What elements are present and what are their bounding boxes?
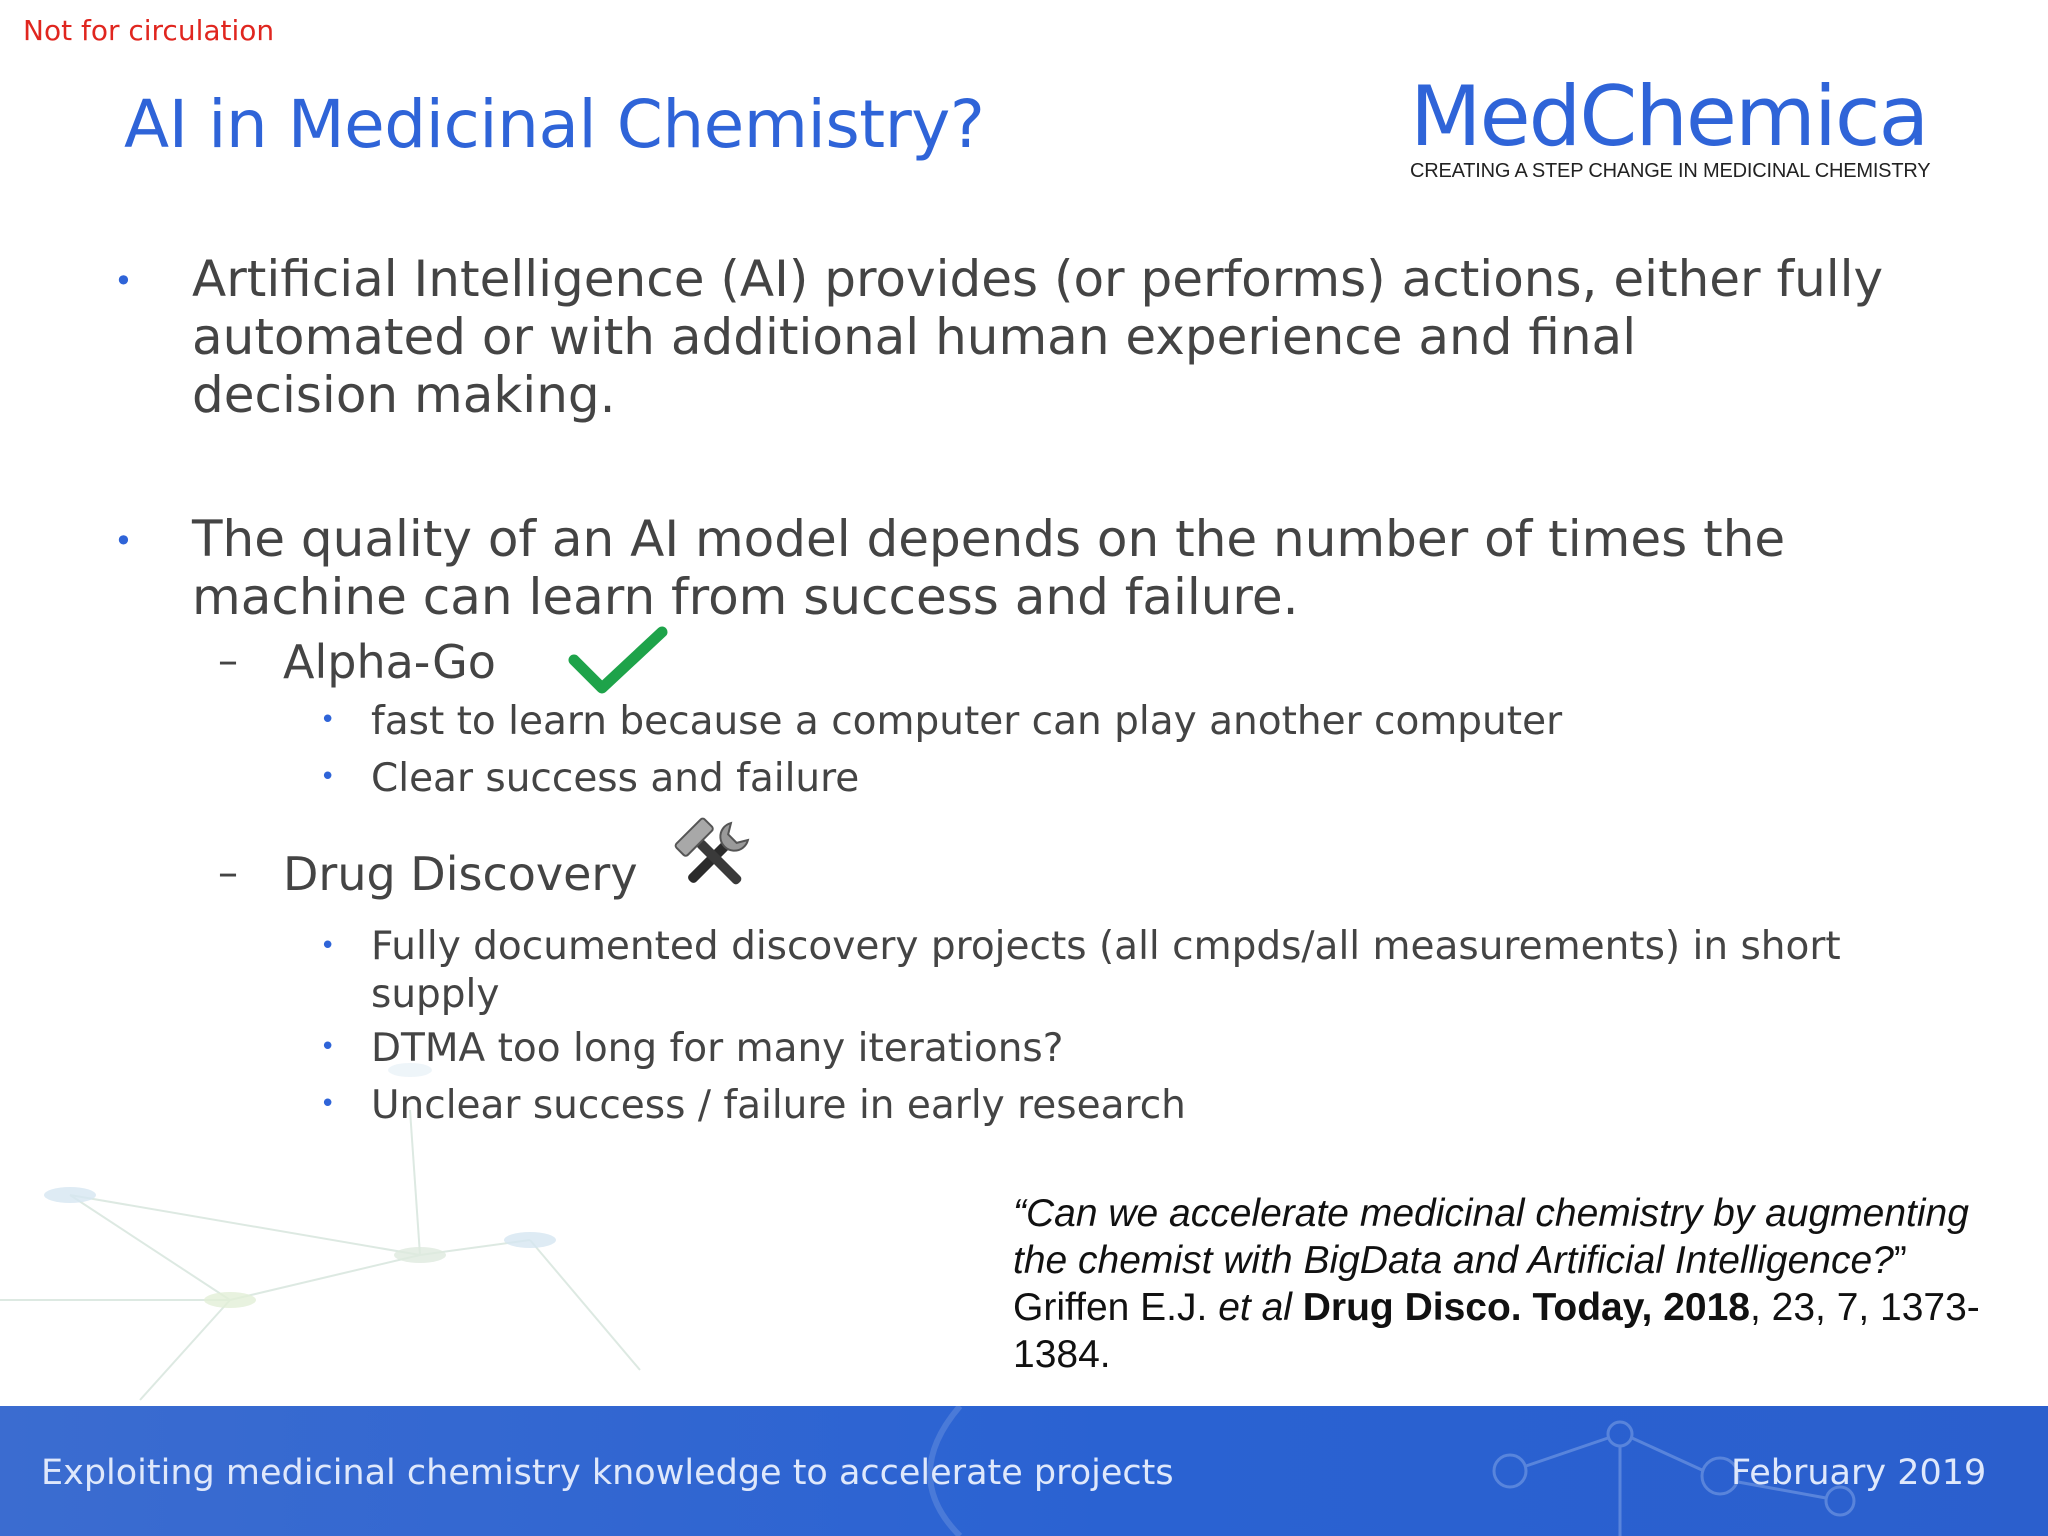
citation-year: 2018 — [1663, 1286, 1750, 1329]
sub-bullet-drug-discovery: Drug Discovery — [283, 847, 638, 901]
sub-sub-bullet-dot: • — [320, 1032, 336, 1062]
logo-name: MedChemica — [1410, 68, 1928, 165]
bullet-2-line-1: The quality of an AI model depends on the number of times the — [192, 510, 1786, 568]
citation-et-al: et al — [1218, 1286, 1292, 1329]
sub-bullet-dash: – — [218, 850, 238, 896]
sub-bullet-dash: – — [218, 638, 238, 684]
drug-discovery-item-1-line-1: Fully documented discovery projects (all cmpds/all measurements) in short — [371, 924, 1841, 969]
drug-discovery-item-1-line-2: supply — [371, 972, 500, 1017]
bullet-dot: • — [114, 262, 133, 300]
alpha-go-item-2: Clear success and failure — [371, 756, 860, 801]
citation-journal: Drug Disco. Today, — [1302, 1286, 1653, 1329]
citation-close-quote: ” — [1893, 1239, 1907, 1282]
sub-sub-bullet-dot: • — [320, 762, 336, 792]
checkmark-icon — [566, 626, 668, 698]
sub-sub-bullet-dot: • — [320, 1089, 336, 1119]
bullet-2-line-2: machine can learn from success and failure. — [192, 568, 1299, 626]
bullet-1-line-3: decision making. — [192, 366, 616, 424]
footer-tagline: Exploiting medicinal chemistry knowledge to accelerate projects — [41, 1453, 1174, 1493]
slide-title: AI in Medicinal Chemistry? — [124, 86, 985, 163]
citation — [1013, 1190, 2023, 1378]
hammer-wrench-icon — [674, 815, 754, 899]
confidential-watermark: Not for circulation — [23, 14, 275, 47]
medchemica-logo — [1410, 68, 1958, 183]
citation-quote: “Can we accelerate medicinal chemistry by augmenting the chemist with BigData and Artificial Intelligence? — [1013, 1192, 1969, 1282]
drug-discovery-item-2: DTMA too long for many iterations? — [371, 1026, 1064, 1071]
sub-sub-bullet-dot: • — [320, 931, 336, 961]
citation-details: , 23, 7, 1373-1384. — [1013, 1286, 1980, 1376]
drug-discovery-item-3: Unclear success / failure in early research — [371, 1083, 1186, 1128]
footer-date: February 2019 — [1731, 1453, 1987, 1493]
citation-authors: Griffen E.J. — [1013, 1286, 1219, 1329]
bullet-dot: • — [114, 522, 133, 560]
sub-sub-bullet-dot: • — [320, 705, 336, 735]
sub-bullet-alpha-go: Alpha-Go — [283, 635, 496, 689]
bullet-1-line-1: Artificial Intelligence (AI) provides (or performs) actions, either fully — [192, 250, 1884, 308]
logo-tagline: CREATING A STEP CHANGE IN MEDICINAL CHEMISTRY — [1410, 160, 1931, 182]
bullet-1-line-2: automated or with additional human experience and final — [192, 308, 1637, 366]
alpha-go-item-1: fast to learn because a computer can play another computer — [371, 699, 1563, 744]
